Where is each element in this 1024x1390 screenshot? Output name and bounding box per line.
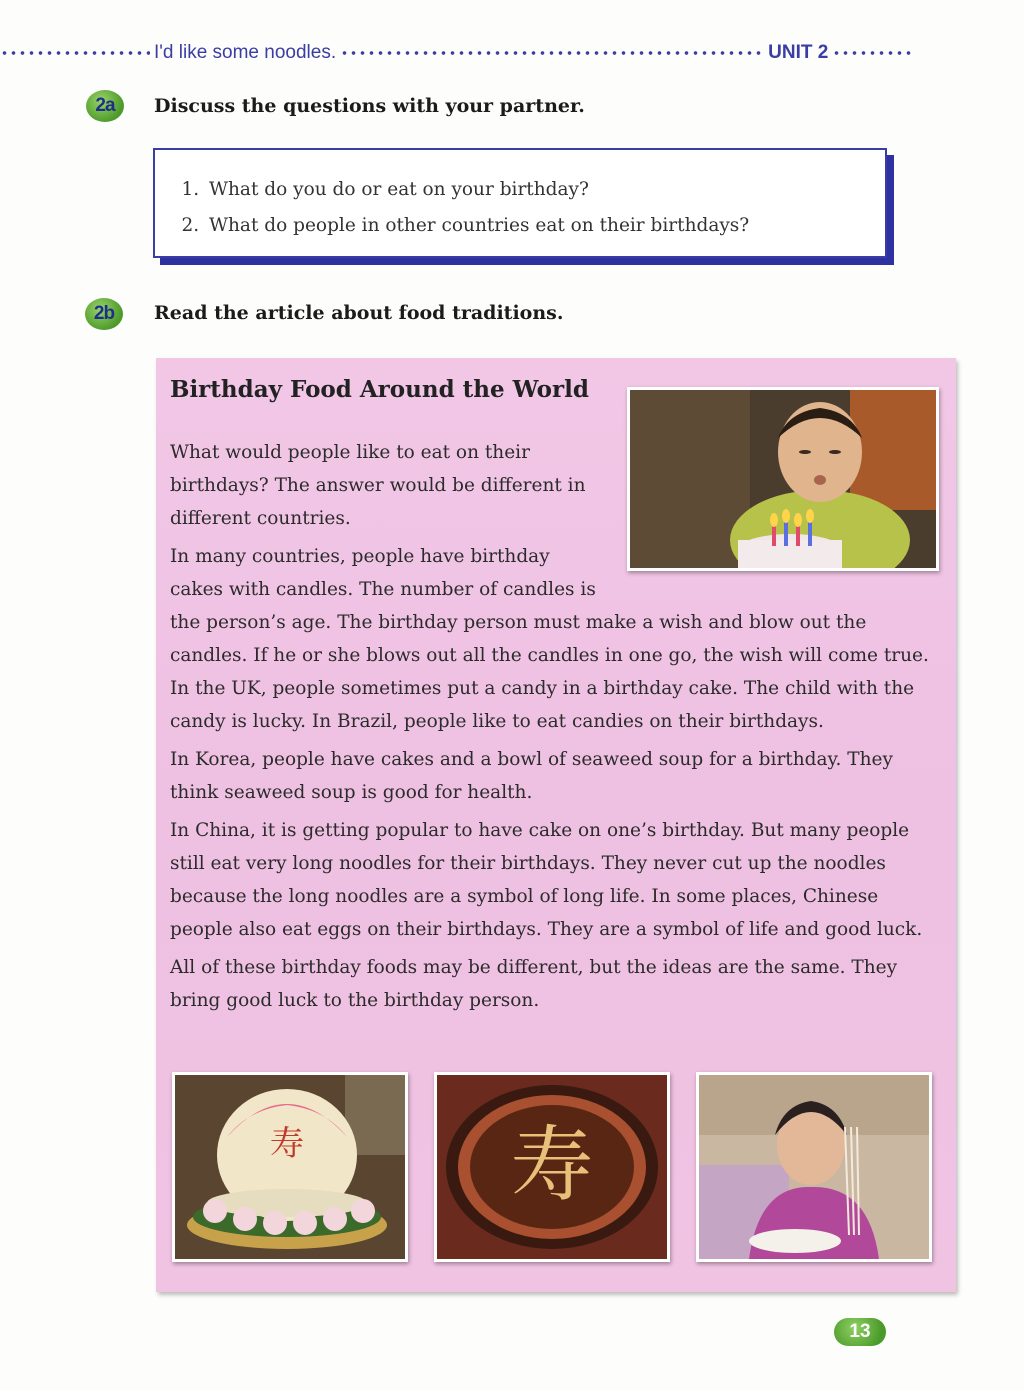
instruction-2b: Read the article about food traditions. — [154, 302, 564, 324]
article-paragraph: In China, it is getting popular to have cake on one’s birthday. But many people still eat very long noodles for their birthdays. They never cut up the noodles because the long noodles are a symbol of long life. In some places, Chinese people also eat eggs on their birthdays. They are a symbol of life and good luck. — [170, 820, 923, 940]
section-badge-2b: 2b — [85, 298, 123, 330]
article-panel — [156, 358, 956, 1292]
article-title: Birthday Food Around the World — [170, 376, 589, 403]
instruction-2a: Discuss the questions with your partner. — [154, 95, 585, 117]
noodle-character: 寿 — [510, 1118, 594, 1213]
peach-bun-photo — [172, 1072, 408, 1262]
article-paragraph: All of these birthday foods may be different, but the ideas are the same. They bring good luck to the birthday person. — [170, 957, 898, 1011]
header-dots-middle — [340, 51, 764, 55]
questions-box — [153, 148, 887, 258]
question-item: 2. What do people in other countries eat on their birthdays? — [205, 208, 885, 244]
page-header — [0, 38, 960, 68]
article-body — [170, 436, 936, 1022]
article-paragraph: In many countries, people have birthday cakes with candles. The number of candles is the person’s age. The birthday person must make a wish and blow out the candles. If he or she blows out all the candles in one go, the wish will come true. In the UK, people sometimes put a candy in a birthday cake. The child with the candy is lucky. In Brazil, people like to eat candies on their birthdays. — [170, 546, 929, 732]
header-dots-right — [832, 51, 912, 55]
peach-character: 寿 — [270, 1124, 304, 1164]
peach-bun-illustration — [175, 1075, 405, 1259]
article-paragraph: What would people like to eat on their birthdays? The answer would be different in different countries. — [170, 442, 586, 529]
food-photos — [172, 1072, 932, 1262]
long-noodles-photo — [696, 1072, 932, 1262]
unit-label: UNIT 2 — [768, 42, 829, 63]
long-noodles-illustration — [699, 1075, 929, 1259]
section-badge-2a: 2a — [86, 90, 124, 122]
noodles-photo — [434, 1072, 670, 1262]
header-dots-left — [0, 51, 150, 55]
question-item: 1. What do you do or eat on your birthday? — [205, 172, 885, 208]
article-paragraph: In Korea, people have cakes and a bowl of seaweed soup for a birthday. They think seaweed soup is good for health. — [170, 749, 893, 803]
noodles-illustration — [437, 1075, 667, 1259]
birthday-candles-photo — [627, 387, 939, 571]
birthday-candles-illustration — [630, 390, 936, 568]
page-number: 13 — [834, 1318, 886, 1346]
lesson-title: I'd like some noodles. — [154, 42, 337, 63]
